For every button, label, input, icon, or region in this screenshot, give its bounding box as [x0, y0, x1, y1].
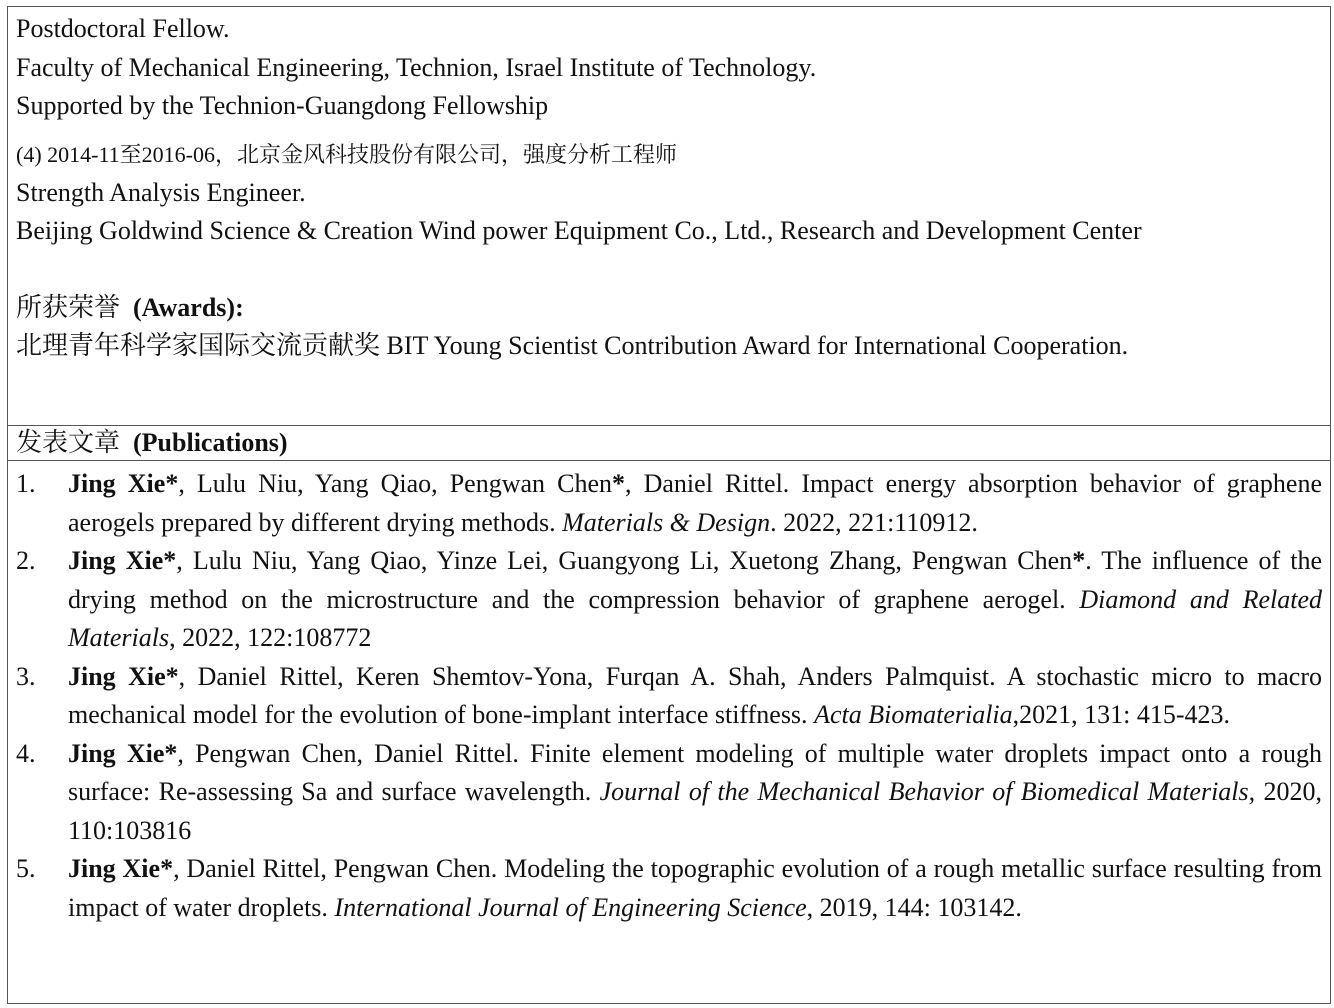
publication-item	[16, 465, 1322, 542]
publication-text	[68, 542, 1322, 658]
publication-title: , Daniel Rittel. Impact energy absorption behavior of graphene aerogels prepared by different drying methods.	[68, 469, 1322, 537]
awards-heading-en: (Awards):	[133, 292, 244, 322]
experience-item-4-role: Strength Analysis Engineer.	[16, 177, 306, 207]
publication-item	[16, 850, 1322, 927]
publication-citation: , 2019, 144: 103142.	[806, 892, 1022, 922]
publication-journal: Journal of the Mechanical Behavior of Biomedical Materials,	[599, 777, 1256, 806]
publication-citation: , 2022, 122:108772	[169, 623, 372, 652]
publications-heading-en: (Publications)	[133, 428, 288, 457]
publication-journal: Diamond and Related Materials	[68, 584, 1322, 652]
publication-authors: , Pengwan Chen, Daniel Rittel. Finite element modeling of multiple water droplets impact onto a rough surface: Re-assessing Sa and surface wavelength.	[68, 738, 1322, 806]
postdoc-title: Postdoctoral Fellow.	[16, 14, 230, 43]
corresponding-star: *	[612, 469, 626, 498]
corresponding-star: *	[1072, 546, 1086, 575]
publication-item	[16, 735, 1322, 851]
publication-citation: . 2022, 221:110912.	[770, 507, 978, 537]
publication-journal: Acta Biomaterialia	[814, 700, 1013, 729]
publication-number: 3.	[16, 661, 36, 691]
publication-citation: 2020, 110:103816	[68, 777, 1322, 845]
publication-lead-author: Jing Xie*	[68, 469, 179, 498]
publication-authors: , Daniel Rittel, Pengwan Chen. Modeling the topographic evolution of a rough metallic surface resulting from impact of water droplets.	[68, 854, 1322, 922]
publication-authors: , Daniel Rittel, Keren Shemtov-Yona, Furqan A. Shah, Anders Palmquist. A stochastic micro to macro mechanical model for the evolution of bone-implant interface stiffness.	[68, 661, 1322, 729]
publication-number: 1.	[16, 469, 36, 498]
publication-title: . The influence of the drying method on the microstructure and the compression behavior of graphene aerogel.	[68, 546, 1322, 614]
publications-heading-cell	[7, 425, 1331, 461]
experience-item-4-company: Beijing Goldwind Science & Creation Wind power Equipment Co., Ltd., Research and Development Center	[16, 216, 1142, 245]
publication-item	[16, 658, 1322, 735]
publication-text	[68, 465, 1322, 542]
publication-text	[68, 658, 1322, 735]
publication-lead-author: Jing Xie*	[68, 854, 174, 883]
publication-number: 5.	[16, 854, 36, 883]
publications-heading-cn: 发表文章	[16, 428, 121, 457]
publications-list	[7, 460, 1331, 1004]
publication-journal: International Journal of Engineering Science	[334, 892, 807, 922]
publication-number: 2.	[16, 546, 36, 575]
publication-number: 4.	[16, 738, 36, 768]
publication-authors: , Lulu Niu, Yang Qiao, Yinze Lei, Guangyong Li, Xuetong Zhang, Pengwan Chen	[176, 546, 1073, 575]
postdoc-support: Supported by the Technion-Guangdong Fellowship	[16, 91, 549, 120]
award-item: 北理青年科学家国际交流贡献奖 BIT Young Scientist Contribution Award for International Cooperation.	[16, 331, 1129, 360]
awards-heading-cn: 所获荣誉	[16, 292, 121, 322]
publication-text	[68, 850, 1322, 927]
document-page	[7, 6, 1331, 1004]
publication-lead-author: Jing Xie*	[68, 661, 179, 691]
awards-heading	[16, 289, 1322, 328]
publication-lead-author: Jing Xie*	[68, 738, 178, 768]
publication-item	[16, 542, 1322, 658]
publication-lead-author: Jing Xie*	[68, 546, 177, 575]
publication-text	[68, 735, 1322, 851]
spacer	[16, 251, 1322, 289]
experience-awards-cell	[7, 6, 1331, 426]
publication-authors: , Lulu Niu, Yang Qiao, Pengwan Chen	[178, 469, 613, 498]
publication-journal: Materials & Design	[562, 507, 771, 537]
publications-heading	[16, 426, 1322, 460]
publication-citation: ,2021, 131: 415-423.	[1012, 700, 1231, 729]
postdoc-faculty: Faculty of Mechanical Engineering, Technion, Israel Institute of Technology.	[16, 52, 817, 82]
experience-item-4: (4) 2014-11至2016-06，北京金风科技股份有限公司，强度分析工程师	[16, 141, 677, 167]
